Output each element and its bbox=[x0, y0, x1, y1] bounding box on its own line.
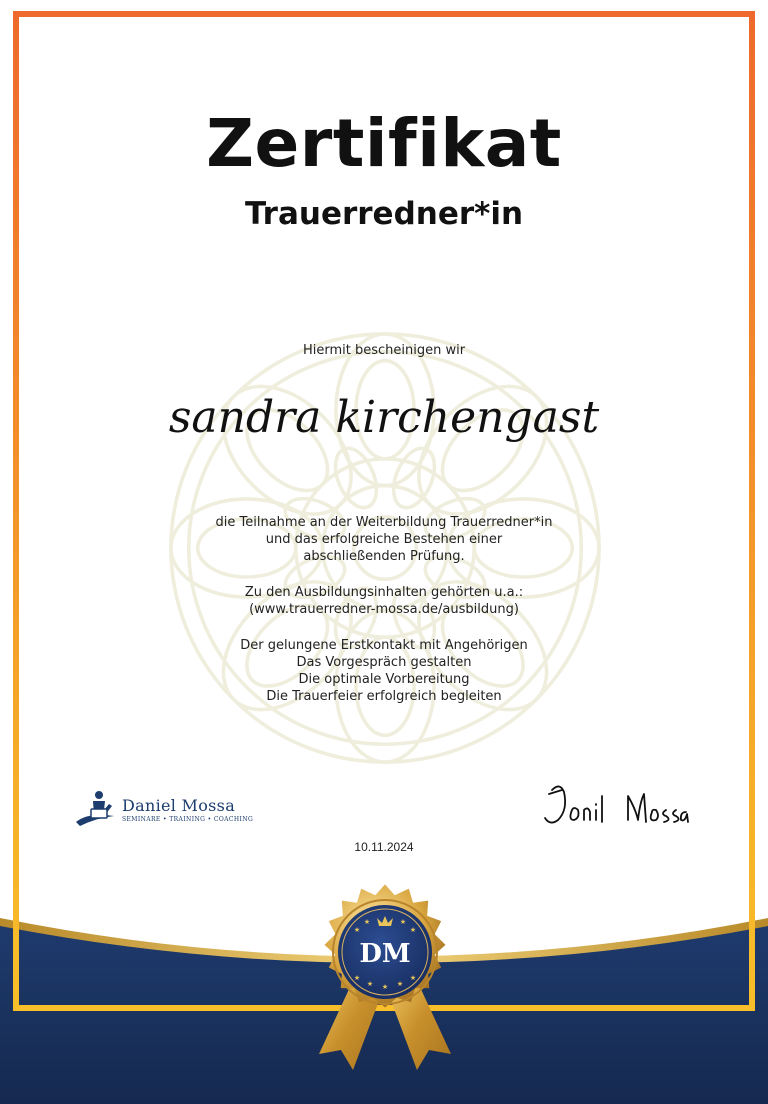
seal-initials: DM bbox=[359, 939, 411, 969]
contents-item: Das Vorgespräch gestalten bbox=[296, 655, 472, 670]
svg-text:★: ★ bbox=[366, 980, 374, 988]
logo-name: Daniel Mossa bbox=[122, 796, 236, 815]
signature-image bbox=[540, 776, 690, 834]
logo-tagline: SEMINARE • TRAINING • COACHING bbox=[122, 816, 254, 823]
contents-url: (www.trauerredner-mossa.de/ausbildung) bbox=[249, 602, 519, 617]
daniel-mossa-logo bbox=[74, 788, 254, 828]
recipient-name: sandra kirchengast bbox=[168, 392, 600, 443]
contents-list bbox=[0, 637, 768, 705]
description-paragraph bbox=[0, 514, 768, 565]
contents-item: Der gelungene Erstkontakt mit Angehörigen bbox=[240, 638, 528, 653]
contents-item: Die optimale Vorbereitung bbox=[298, 672, 470, 687]
certificate-subtitle: Trauerredner*in bbox=[244, 196, 524, 232]
svg-text:★: ★ bbox=[353, 974, 361, 982]
svg-text:★: ★ bbox=[409, 926, 417, 934]
award-seal-icon bbox=[305, 872, 465, 1072]
contents-item: Die Trauerfeier erfolgreich begleiten bbox=[266, 689, 502, 704]
svg-text:★: ★ bbox=[396, 980, 404, 988]
certificate-title: Zertifikat bbox=[206, 105, 562, 182]
svg-text:★: ★ bbox=[363, 918, 371, 926]
svg-text:★: ★ bbox=[409, 974, 417, 982]
svg-text:★: ★ bbox=[353, 926, 361, 934]
description-line: die Teilnahme an der Weiterbildung Trauerredner*in bbox=[215, 515, 553, 530]
certificate-date: 10.11.2024 bbox=[354, 840, 414, 854]
svg-text:★: ★ bbox=[399, 918, 407, 926]
contents-intro bbox=[0, 584, 768, 618]
teacher-podium-icon bbox=[74, 788, 124, 828]
description-line: abschließenden Prüfung. bbox=[303, 549, 465, 564]
description-line: und das erfolgreiche Bestehen einer bbox=[265, 532, 503, 547]
svg-text:★: ★ bbox=[381, 983, 389, 991]
intro-text: Hiermit bescheinigen wir bbox=[302, 343, 466, 358]
contents-intro-line: Zu den Ausbildungsinhalten gehörten u.a.: bbox=[244, 585, 524, 600]
